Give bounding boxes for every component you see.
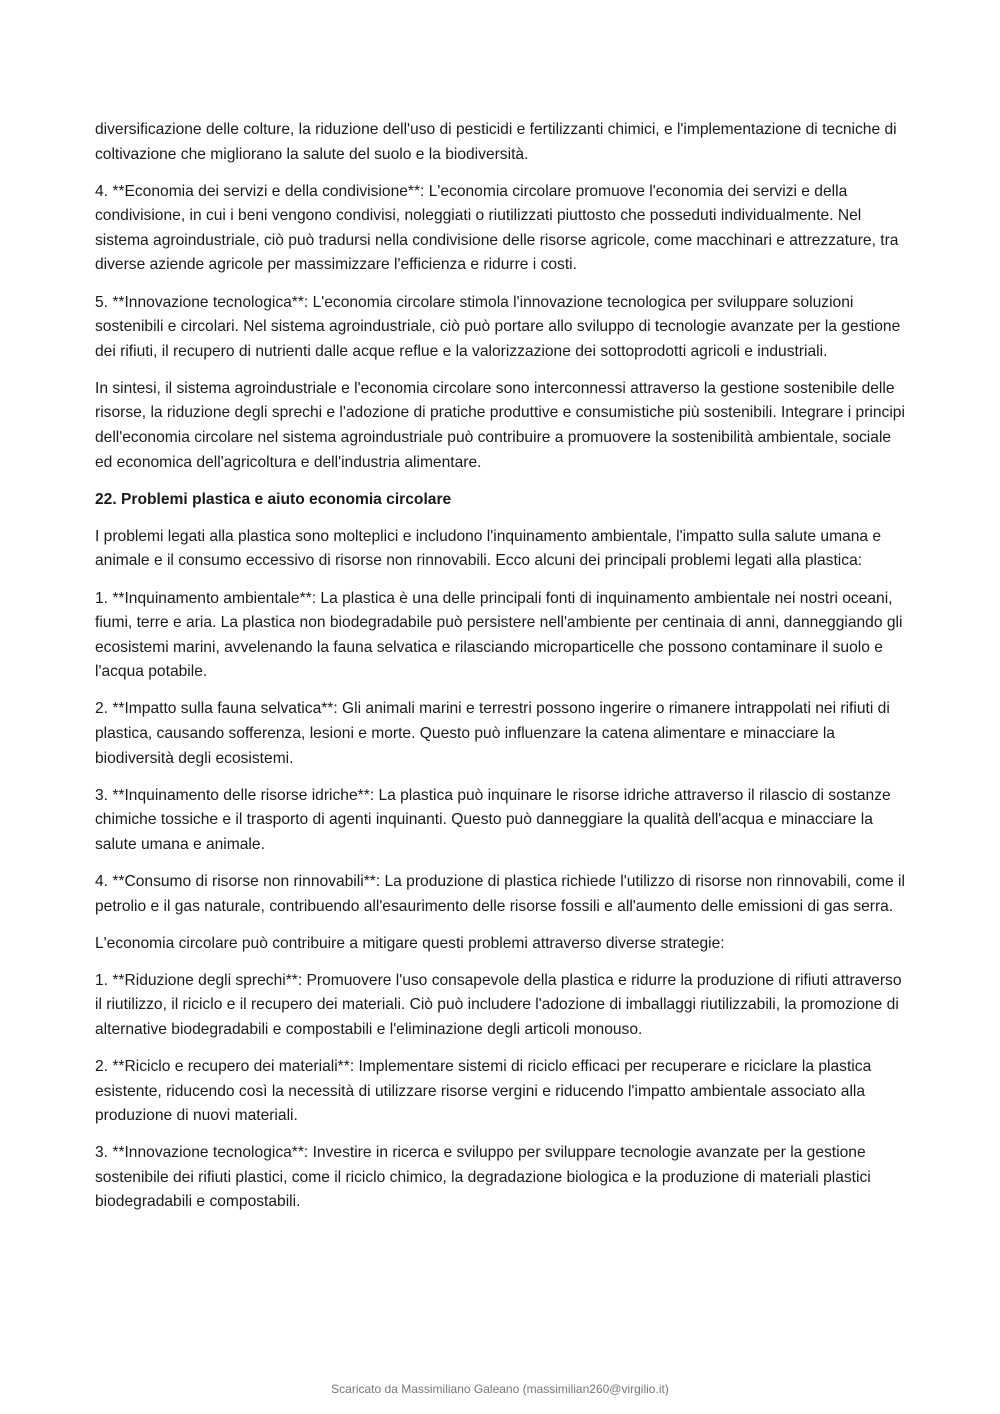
paragraph: L'economia circolare può contribuire a mitigare questi problemi attraverso diverse strategie: bbox=[95, 934, 725, 952]
paragraph: 4. **Economia dei servizi e della condivisione**: L'economia circolare promuove l'economia dei servizi e della condivisione, in cui i beni vengono condivisi, noleggiati o riutilizzati piuttosto che posseduti individualmente. Nel sistema agroindustriale, ciò può tradursi nella condivisione delle risorse agricole, come macchinari e attrezzature, tra diverse aziende agricole per massimizzare l'efficienza e ridurre i costi. bbox=[95, 182, 899, 274]
download-footer: Scaricato da Massimiliano Galeano (massimilian260@virgilio.it) bbox=[331, 1382, 669, 1396]
paragraph: 4. **Consumo di risorse non rinnovabili**: La produzione di plastica richiede l'utilizzo di risorse non rinnovabili, come il petrolio e il gas naturale, contribuendo all'esaurimento delle risorse fossili e all'aumento delle emissioni di gas serra. bbox=[95, 872, 905, 915]
paragraph: 1. **Riduzione degli sprechi**: Promuovere l'uso consapevole della plastica e ridurre la produzione di rifiuti attraverso il riutilizzo, il riciclo e il recupero dei materiali. Ciò può includere l'adozione di imballaggi riutilizzabili, la promozione di alternative biodegradabili e compostabili e l'eliminazione degli articoli monouso. bbox=[95, 971, 902, 1038]
paragraph: 3. **Inquinamento delle risorse idriche**: La plastica può inquinare le risorse idriche attraverso il rilascio di sostanze chimiche tossiche e il trasporto di agenti inquinanti. Questo può danneggiare la qualità dell'acqua e minacciare la salute umana e animale. bbox=[95, 786, 891, 853]
paragraph: 2. **Impatto sulla fauna selvatica**: Gli animali marini e terrestri possono ingerire o rimanere intrappolati nei rifiuti di plastica, causando sofferenza, lesioni e morte. Questo può influenzare la catena alimentare e minacciare la biodiversità degli ecosistemi. bbox=[95, 700, 890, 767]
section-heading: 22. Problemi plastica e aiuto economia circolare bbox=[95, 490, 452, 508]
paragraph: I problemi legati alla plastica sono molteplici e includono l'inquinamento ambientale, l'impatto sulla salute umana e animale e il consumo eccessivo di risorse non rinnovabili. Ecco alcuni dei principali problemi legati alla plastica: bbox=[95, 527, 882, 570]
paragraph: diversificazione delle colture, la riduzione dell'uso di pesticidi e fertilizzanti chimici, e l'implementazione di tecniche di coltivazione che migliorano la salute del suolo e la biodiversità. bbox=[95, 121, 897, 163]
paragraph: 5. **Innovazione tecnologica**: L'economia circolare stimola l'innovazione tecnologica per sviluppare soluzioni sostenibili e circolari. Nel sistema agroindustriale, ciò può portare allo sviluppo di tecnologie avanzate per la gestione dei rifiuti, il recupero di nutrienti dalle acque reflue e la valorizzazione dei sottoprodotti agricoli e industriali. bbox=[95, 293, 901, 360]
document-page bbox=[95, 118, 910, 1228]
paragraph: 1. **Inquinamento ambientale**: La plastica è una delle principali fonti di inquinamento ambientale nei nostri oceani, fiumi, terre e aria. La plastica non biodegradabile può persistere nell'ambiente per centinaia di anni, danneggiando gli ecosistemi marini, avvelenando la fauna selvatica e rilasciando microparticelle che possono contaminare il suolo e l'acqua potabile. bbox=[95, 589, 903, 681]
paragraph: In sintesi, il sistema agroindustriale e l'economia circolare sono interconnessi attraverso la gestione sostenibile delle risorse, la riduzione degli sprechi e l'adozione di pratiche produttive e consumistiche più sostenibili. Integrare i principi dell'economia circolare nel sistema agroindustriale può contribuire a promuovere la sostenibilità ambientale, sociale ed economica dell'agricoltura e dell'industria alimentare. bbox=[95, 379, 905, 471]
paragraph: 3. **Innovazione tecnologica**: Investire in ricerca e sviluppo per sviluppare tecnologie avanzate per la gestione sostenibile dei rifiuti plastici, come il riciclo chimico, la degradazione biologica e la produzione di materiali plastici biodegradabili e compostabili. bbox=[95, 1144, 871, 1211]
paragraph: 2. **Riciclo e recupero dei materiali**: Implementare sistemi di riciclo efficaci per recuperare e riciclare la plastica esistente, riducendo così la necessità di utilizzare risorse vergini e riducendo l'impatto ambientale associato alla produzione di nuovi materiali. bbox=[95, 1058, 872, 1125]
